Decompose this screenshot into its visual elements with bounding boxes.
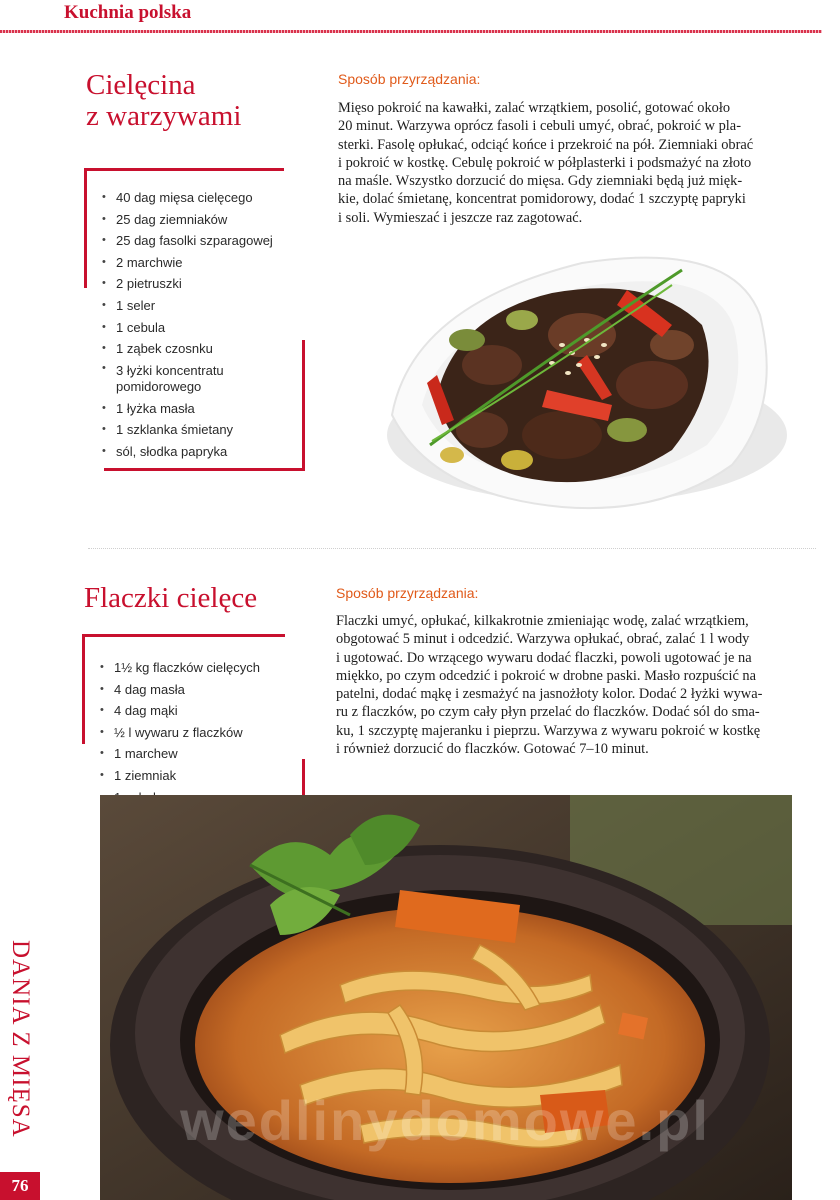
method-line: 20 minut. Warzywa oprócz fasoli i cebuli umyć, obrać, pokroić w pla- (338, 118, 741, 135)
ingredient-item: • 1 ziemniak (100, 765, 300, 787)
method-line: i ugotować. Do wrzącego wywaru dodać flaczki, powoli ugotować je na (336, 649, 752, 666)
ingredient-item: • 40 dag mięsa cielęcego (102, 187, 292, 209)
ingredient-item: • 1 ząbek czosnku (102, 338, 292, 360)
recipe2-title: Flaczki cielęce (84, 582, 258, 614)
recipe1-title-line2: z warzywami (86, 100, 242, 132)
ingredient-item: • 1 marchew (100, 743, 300, 765)
ingredient-item: • 4 dag mąki (100, 700, 300, 722)
recipe1-ingredient-list (102, 187, 292, 463)
box-right-rule (302, 340, 305, 470)
section-separator (88, 548, 816, 549)
watermark-text: wedlinydomowe.pl (180, 1089, 710, 1152)
recipe1-method-text (338, 99, 798, 227)
method-line: ku, 1 szczyptę majeranku i pieprzu. Warzywa z wywaru pokroić w kostkę (336, 722, 761, 739)
method-line: Flaczki umyć, opłukać, kilkakrotnie zmieniając wodę, zalać wrzątkiem, (336, 613, 749, 629)
ingredient-item: • 1 szklanka śmietany (102, 419, 292, 441)
recipe1-title-line1: Cielęcina (86, 69, 196, 101)
method-line: obgotować 5 minut i odcedzić. Warzywa opłukać, obrać, zalać 1 l wody (336, 631, 750, 648)
box-top-rule (84, 168, 284, 171)
section-title: Kuchnia polska (64, 2, 192, 23)
method-line: na maśle. Wszystko dorzucić do mięsa. Gdy ziemniaki będą już mięk- (338, 173, 743, 190)
method-line: patelni, dodać mąkę i zesmażyć na jasnożłoty kolor. Dodać 2 łyżki wywa- (336, 686, 763, 703)
method-line: Mięso pokroić na kawałki, zalać wrzątkiem, posolić, gotować około (338, 100, 731, 116)
box-left-rule (84, 168, 87, 288)
box-left-rule (82, 634, 85, 744)
ingredient-item: • 25 dag ziemniaków (102, 209, 292, 231)
ingredient-item: • 1½ kg flaczków cielęcych (100, 657, 300, 679)
recipe2-method-heading: Sposób przyrządzania: (336, 585, 479, 601)
chapter-label-text: DANIA Z MIĘSA (7, 940, 34, 1138)
method-line: kie, dolać śmietanę, koncentrat pomidorowy, dodać 1 szczyptę papryki (338, 191, 746, 208)
chapter-side-label (0, 940, 40, 1170)
method-line: i pokroić w kostkę. Cebulę pokroić w półplasterki i podsmażyć na złoto (338, 154, 752, 171)
method-line: ru z flaczków, po czym cały płyn przelać do flaczków. Dodać sól do sma- (336, 704, 760, 721)
box-bottom-rule (104, 468, 305, 471)
ingredient-item: • 1 cebula (102, 317, 292, 339)
recipe1-title (86, 70, 241, 132)
header-rule (0, 30, 822, 33)
ingredient-item: • ½ l wywaru z flaczków (100, 722, 300, 744)
method-line: miękko, po czym odcedzić i pokroić w drobne paski. Masło rozpuścić na (336, 667, 757, 684)
method-line: i również dorzucić do flaczków. Gotować 7–10 minut. (336, 741, 649, 758)
ingredient-item: • 2 pietruszki (102, 273, 292, 295)
recipe1-ingredients-box (84, 168, 306, 474)
recipe1-photo (372, 245, 792, 520)
ingredient-item: • 1 seler (102, 295, 292, 317)
ingredient-item: • 2 marchwie (102, 252, 292, 274)
recipe2-method-text (336, 612, 798, 758)
box-top-rule (82, 634, 285, 637)
veal-dish-image (372, 245, 792, 520)
ingredient-item: • 1 łyżka masła (102, 398, 292, 420)
ingredient-item: • 4 dag masła (100, 679, 300, 701)
ingredient-item: • 25 dag fasolki szparagowej (102, 230, 292, 252)
running-header (0, 0, 840, 34)
method-line: i soli. Wymieszać i jeszcze raz zagotować. (338, 209, 583, 226)
recipe1-method-heading: Sposób przyrządzania: (338, 71, 481, 87)
method-line: sterki. Fasolę opłukać, odciąć końce i przekroić na pół. Ziemniaki obrać (338, 136, 754, 153)
ingredient-item: • 3 łyżki koncentratu pomidorowego (102, 360, 242, 398)
page-number: 76 (0, 1172, 40, 1200)
ingredient-item: • sól, słodka papryka (102, 441, 292, 463)
